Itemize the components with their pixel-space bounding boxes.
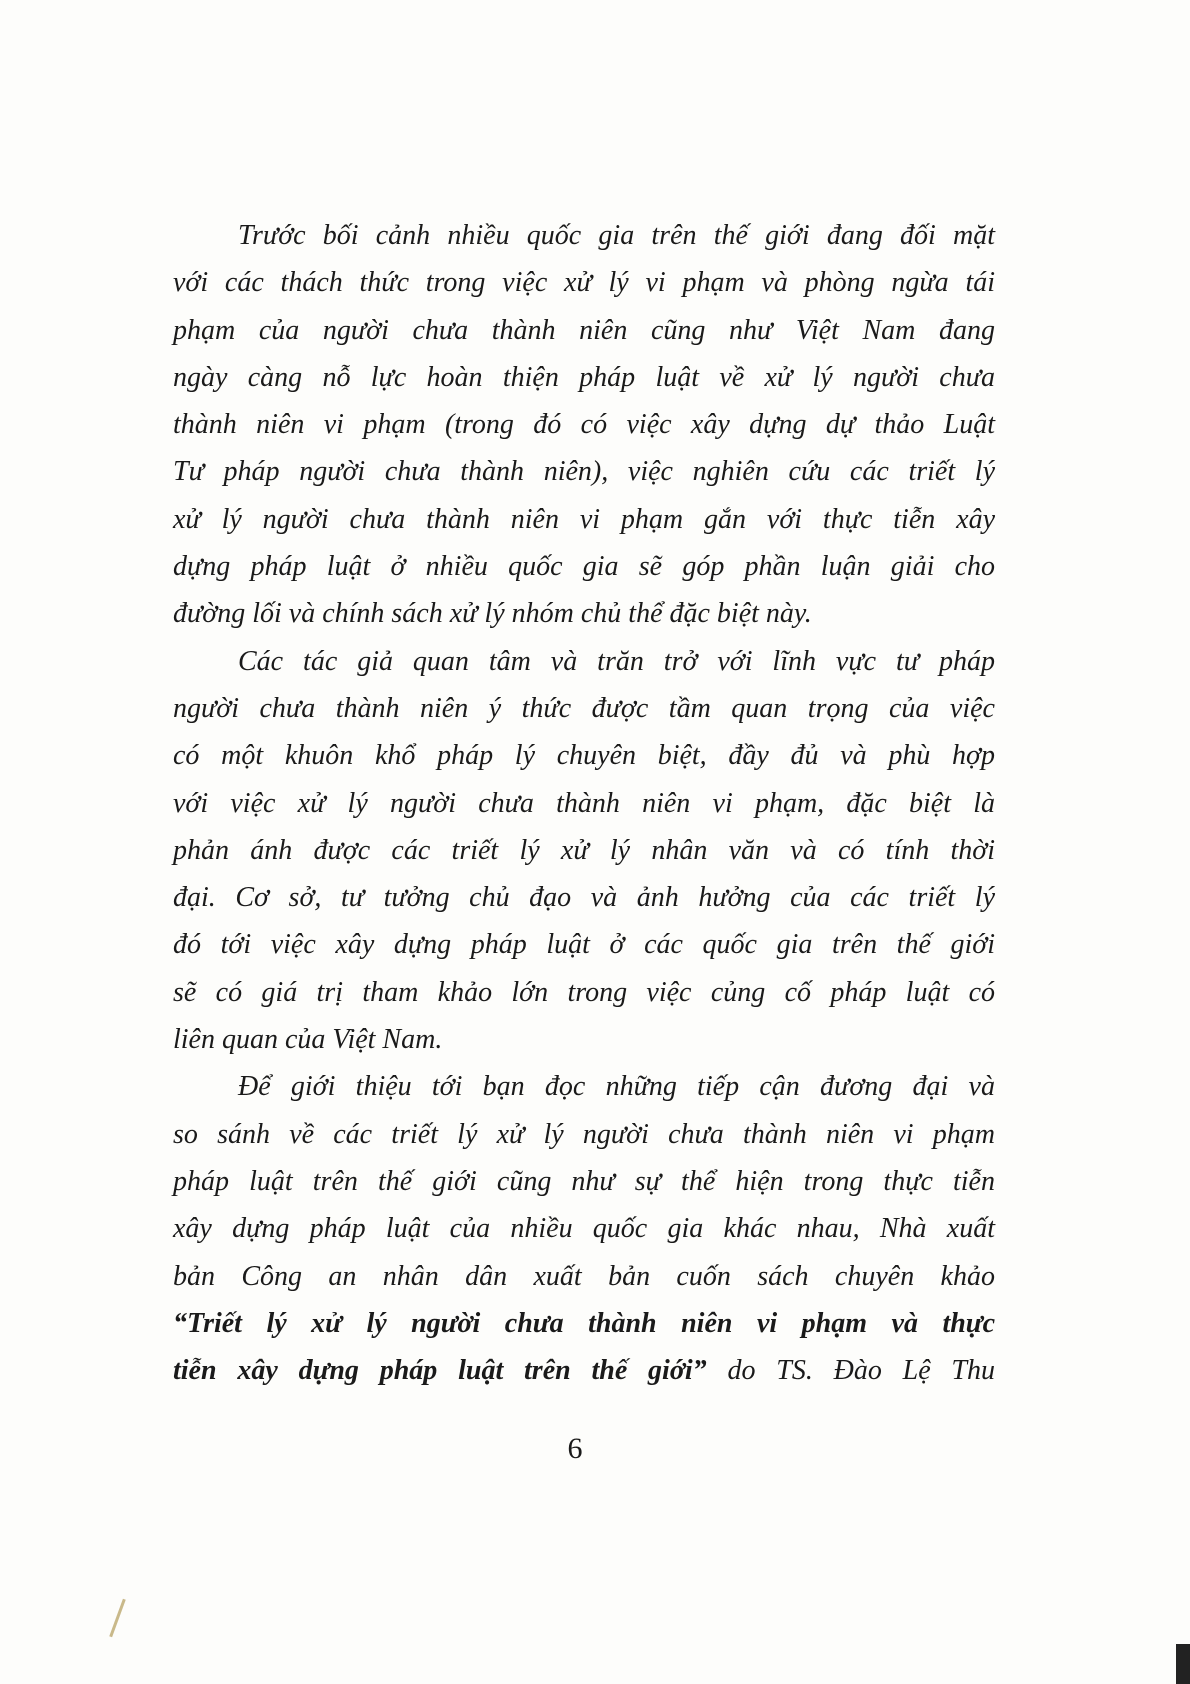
text-line: ngày càng nỗ lực hoàn thiện pháp luật về xử lý người chưa — [173, 361, 995, 393]
text-line: liên quan của Việt Nam. — [173, 1024, 443, 1056]
text-line: đường lối và chính sách xử lý nhóm chủ thể đặc biệt này. — [173, 598, 812, 630]
text-line: so sánh về các triết lý xử lý người chưa thành niên vi phạm — [173, 1118, 995, 1150]
text-line: phản ánh được các triết lý xử lý nhân văn và có tính thời — [173, 834, 995, 866]
text-line: xử lý người chưa thành niên vi phạm gắn với thực tiễn xây — [173, 503, 995, 535]
text-line: Tư pháp người chưa thành niên), việc nghiên cứu các triết lý — [173, 456, 995, 488]
text-line: Các tác giả quan tâm và trăn trở với lĩnh vực tư pháp — [238, 645, 995, 677]
text-line: bản Công an nhân dân xuất bản cuốn sách chuyên khảo — [173, 1260, 995, 1292]
text-line: có một khuôn khổ pháp lý chuyên biệt, đầy đủ và phù hợp — [173, 740, 995, 772]
book-title-line: “Triết lý xử lý người chưa thành niên vi phạm và thực — [173, 1307, 995, 1339]
text-line: đại. Cơ sở, tư tưởng chủ đạo và ảnh hưởng của các triết lý — [173, 882, 995, 914]
text-line: xây dựng pháp luật của nhiều quốc gia khác nhau, Nhà xuất — [173, 1213, 995, 1245]
text-line: dựng pháp luật ở nhiều quốc gia sẽ góp phần luận giải cho — [173, 551, 995, 583]
page-number: 6 — [567, 1432, 583, 1465]
scan-edge — [1176, 1644, 1190, 1684]
text-line: Trước bối cảnh nhiều quốc gia trên thế giới đang đối mặt — [238, 220, 995, 251]
text-line — [173, 1347, 995, 1394]
text-line: với các thách thức trong việc xử lý vi phạm và phòng ngừa tái — [173, 267, 995, 299]
text-line: với việc xử lý người chưa thành niên vi phạm, đặc biệt là — [173, 787, 995, 819]
text-line: Để giới thiệu tới bạn đọc những tiếp cận đương đại và — [238, 1071, 995, 1103]
text-line: sẽ có giá trị tham khảo lớn trong việc củng cố pháp luật có — [173, 976, 995, 1008]
text-line: đó tới việc xây dựng pháp luật ở các quốc gia trên thế giới — [173, 929, 995, 961]
text-line: phạm của người chưa thành niên cũng như Việt Nam đang — [173, 314, 995, 346]
text-line: pháp luật trên thế giới cũng như sự thể hiện trong thực tiễn — [173, 1165, 995, 1197]
book-title-line: tiễn xây dựng pháp luật trên thế giới” — [173, 1355, 707, 1387]
author-text: do TS. Đào Lệ Thu — [706, 1355, 995, 1387]
text-line: thành niên vi phạm (trong đó có việc xây dựng dự thảo Luật — [173, 409, 995, 441]
text-line: người chưa thành niên ý thức được tầm quan trọng của việc — [173, 692, 995, 724]
scan-mark — [109, 1599, 125, 1638]
body-text — [173, 212, 995, 1394]
